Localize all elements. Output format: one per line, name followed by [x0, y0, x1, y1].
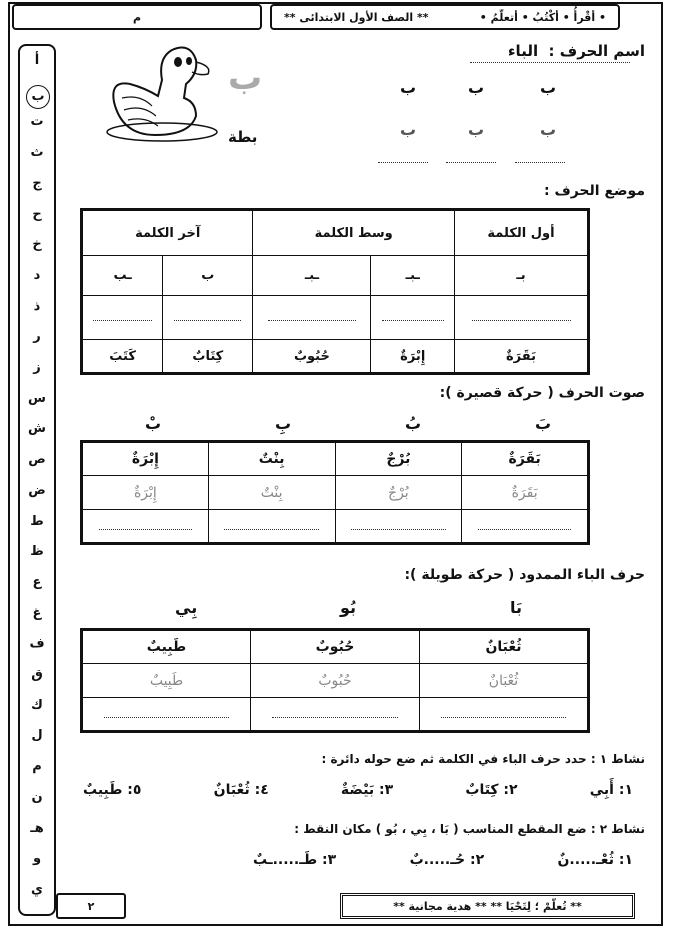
long-vowel-sound: بِي	[175, 598, 198, 617]
short-vowel-title: صوت الحرف ( حركة قصيرة ):	[439, 385, 645, 401]
alphabet-letter: ي	[31, 881, 43, 897]
header-grade: ** الصف الأول الابتدائى **	[284, 10, 429, 24]
corner-text: م	[132, 10, 142, 24]
header-middle: وسط الكلمة	[253, 210, 455, 256]
alphabet-letter: ع	[32, 574, 42, 590]
long-vowel-trace: ثُعْبَانٌ	[420, 664, 589, 698]
long-vowel-table	[80, 628, 590, 733]
practice-letter: ب	[540, 78, 557, 97]
practice-blank	[378, 162, 428, 163]
word-last: كَتَبَ	[82, 340, 163, 374]
short-vowel-word: بَقَرَةٌ	[462, 442, 589, 476]
word-first: بَقَرَةٌ	[455, 340, 589, 374]
alphabet-letter: أ	[34, 53, 40, 68]
alphabet-letter: د	[33, 267, 41, 283]
practice-trace-letter: ب	[468, 120, 485, 139]
word-last: كِتَابٌ	[163, 340, 253, 374]
header-bar	[270, 4, 620, 30]
alphabet-letter: ز	[33, 360, 41, 375]
alphabet-letter: ظ	[30, 544, 44, 560]
short-vowel-word: إِبْرَةٌ	[82, 442, 209, 476]
activity1-title: نشاط ١ : حدد حرف الباء في الكلمة ثم ضع حوله دائرة :	[321, 752, 645, 766]
long-vowel-title: حرف الباء الممدود ( حركة طويلة ):	[404, 567, 645, 583]
long-vowel-trace: حُبُوبٌ	[251, 664, 420, 698]
form-first: بـ	[455, 256, 589, 296]
short-vowel-sound: بِ	[275, 414, 292, 433]
alphabet-letter: خ	[32, 237, 42, 253]
form-last: ـب	[82, 256, 163, 296]
alphabet-letter: ك	[31, 697, 43, 713]
activity1-item: ٤: ثُعْبَانٌ	[213, 782, 269, 798]
footer-slogan-box	[340, 893, 635, 919]
alphabet-letter: ب	[26, 85, 50, 109]
form-last: ب	[163, 256, 253, 296]
alphabet-letter: ط	[30, 513, 44, 529]
footer-slogan: ** تُعلّمْ ؛ لِتَحْيَا ** ** هدية مجانية **	[393, 899, 582, 913]
activity2-item: ١: ثُعْـ.....نٌ	[557, 852, 633, 868]
long-vowel-sound: بَا	[510, 598, 523, 617]
position-table	[80, 208, 590, 375]
short-vowel-sound: بُ	[405, 414, 422, 433]
short-vowel-table	[80, 440, 590, 545]
long-vowel-word: ثُعْبَانٌ	[420, 630, 589, 664]
alphabet-letter: ح	[32, 206, 42, 222]
practice-trace-letter: ب	[540, 120, 557, 139]
short-vowel-word: بُرْجٌ	[335, 442, 462, 476]
activity2-item: ٢: حُـ.....بٌ	[409, 852, 485, 868]
alphabet-letter: س	[28, 390, 46, 406]
alphabet-letter: ل	[31, 728, 43, 744]
word-middle: إِبْرَةٌ	[371, 340, 455, 374]
header-last: آخر الكلمة	[82, 210, 253, 256]
long-vowel-word: حُبُوبٌ	[251, 630, 420, 664]
practice-blank	[446, 162, 496, 163]
alphabet-letter: م	[32, 759, 42, 775]
alphabet-letter: ض	[28, 482, 46, 498]
alphabet-letter: ذ	[33, 298, 41, 314]
long-vowel-word: طَبِيبٌ	[82, 630, 251, 664]
big-letter: ب	[228, 58, 263, 98]
activity2-items	[253, 852, 633, 868]
header-motto: • أقْرأُ • أكْتُبُ • أتعلّمُ •	[479, 10, 606, 24]
short-vowel-trace: بِنْتٌ	[208, 476, 335, 510]
letter-name-value: الباء	[507, 42, 539, 60]
alphabet-letter: ر	[33, 329, 41, 345]
short-vowel-trace: بَقَرَةٌ	[462, 476, 589, 510]
alphabet-letter: غ	[32, 605, 42, 621]
practice-trace-letter: ب	[400, 120, 417, 139]
alphabet-letter: ن	[31, 789, 43, 805]
short-vowel-trace: إِبْرَةٌ	[82, 476, 209, 510]
alphabet-letter: هـ	[30, 820, 44, 836]
activity2-title: نشاط ٢ : ضع المقطع المناسب ( بَا ، بِي ، بُو ) مكان النقط :	[294, 822, 645, 836]
short-vowel-word: بِنْتٌ	[208, 442, 335, 476]
alphabet-letter: ج	[32, 175, 42, 191]
practice-letter: ب	[468, 78, 485, 97]
form-middle: ـبـ	[371, 256, 455, 296]
alphabet-letter: ص	[28, 452, 46, 468]
alphabet-sidebar	[18, 44, 56, 916]
activity1-item: ٥: طَبِيبٌ	[83, 782, 142, 798]
word-caption: بطة	[228, 128, 258, 146]
activity1-item: ٢: كِتَابٌ	[465, 782, 518, 798]
letter-name-underline	[470, 62, 630, 63]
page-number-box	[56, 893, 126, 919]
word-middle: حُبُوبٌ	[253, 340, 371, 374]
alphabet-letter: ث	[30, 145, 44, 161]
corner-box	[12, 4, 262, 30]
page-number: ٢	[87, 899, 95, 913]
practice-letter: ب	[400, 78, 417, 97]
activity1-item: ٣: بَيْضَةٌ	[340, 782, 394, 798]
short-vowel-trace: بُرْجٌ	[335, 476, 462, 510]
form-middle: ـبـ	[253, 256, 371, 296]
alphabet-letter: ش	[28, 421, 46, 437]
alphabet-letter: و	[32, 851, 42, 867]
short-vowel-sound: بَ	[535, 414, 552, 433]
header-first: أول الكلمة	[455, 210, 589, 256]
alphabet-letter: ق	[31, 667, 43, 682]
activity2-item: ٣: طَـ.....ـبٌ	[253, 852, 337, 868]
alphabet-letter: ف	[29, 636, 45, 652]
letter-name-label: اسم الحرف : الباء	[507, 42, 645, 60]
alphabet-letter: ت	[30, 114, 44, 130]
activity1-items	[83, 782, 633, 798]
long-vowel-sound: بُو	[340, 598, 357, 617]
activity1-item: ١: أَبِي	[589, 782, 633, 798]
position-title: موضع الحرف :	[543, 183, 645, 199]
short-vowel-sound: بْ	[145, 414, 162, 433]
practice-blank	[515, 162, 565, 163]
duck-illustration	[100, 40, 225, 145]
long-vowel-trace: طَبِيبٌ	[82, 664, 251, 698]
